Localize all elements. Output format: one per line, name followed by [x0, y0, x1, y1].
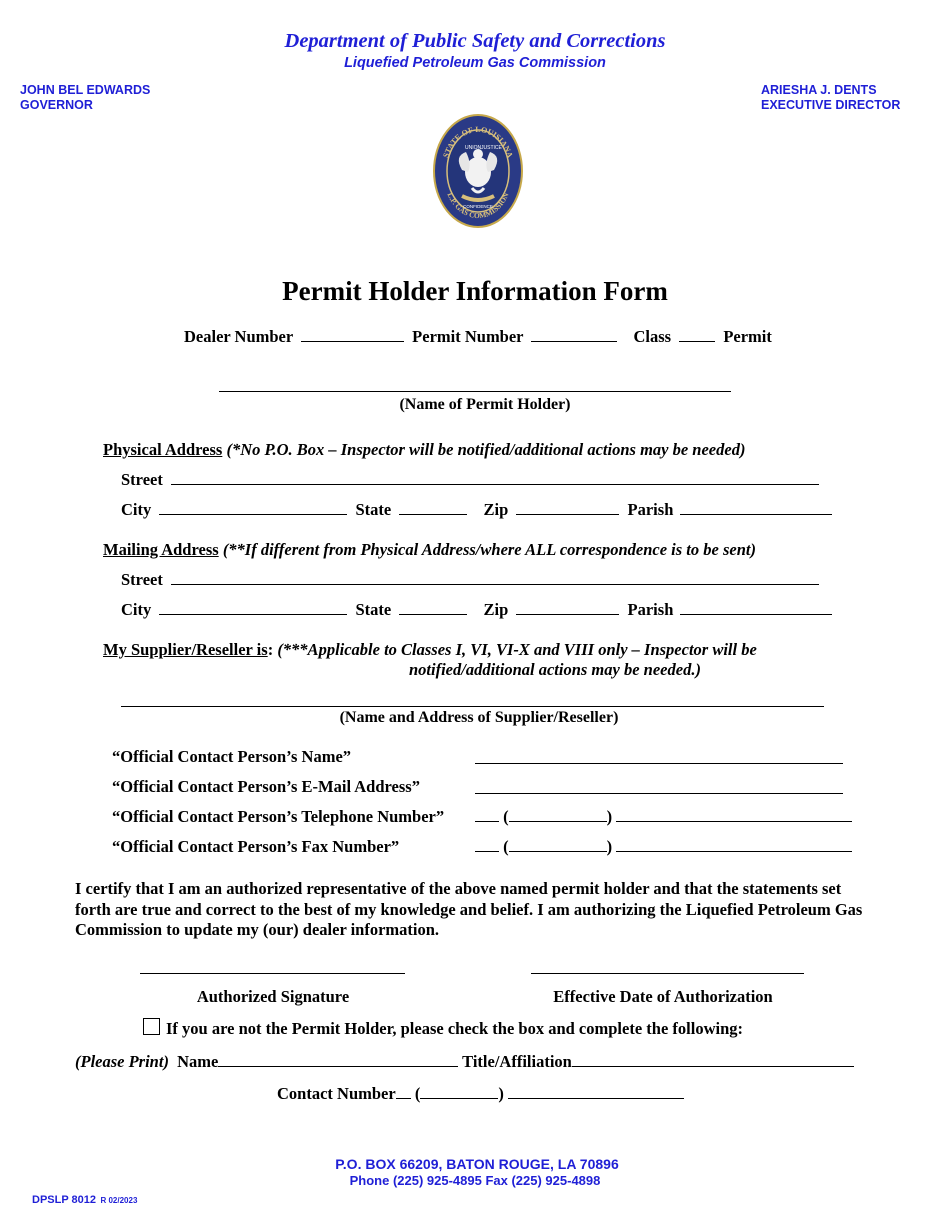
footer-address: P.O. BOX 66209, BATON ROUGE, LA 70896 — [335, 1156, 619, 1172]
supplier-caption: (Name and Address of Supplier/Reseller) — [339, 709, 619, 726]
physical-city-label: City — [121, 500, 152, 519]
contact-phone-prefix-field[interactable] — [475, 807, 499, 822]
mailing-state-field[interactable] — [399, 600, 467, 615]
form-revision: R 02/2023 — [100, 1196, 138, 1205]
mailing-street-field[interactable] — [171, 570, 819, 585]
not-permit-holder-row — [143, 1018, 743, 1039]
contact-number-label: Contact Number — [277, 1084, 396, 1103]
class-field[interactable] — [679, 327, 715, 342]
seal-motto-right: JUSTICE — [481, 145, 502, 151]
contact-email-label: “Official Contact Person’s E-Mail Address” — [112, 777, 420, 796]
print-title-label: Title/Affiliation — [462, 1052, 572, 1071]
mailing-parish-field[interactable] — [680, 600, 832, 615]
department-title: Department of Public Safety and Corrections — [284, 30, 666, 52]
print-title-field[interactable] — [572, 1052, 854, 1067]
contact-fax-number-field[interactable] — [616, 837, 852, 852]
please-print-label: (Please Print) — [75, 1052, 169, 1071]
form-code — [32, 1190, 137, 1208]
permit-holder-name-field[interactable] — [219, 391, 731, 392]
physical-address-heading-row — [103, 440, 745, 460]
footer-phone: Phone (225) 925-4895 Fax (225) 925-4898 — [349, 1173, 601, 1188]
print-name-label: Name — [177, 1052, 219, 1071]
contact-phone-area-code-field[interactable] — [509, 807, 607, 822]
physical-city-field[interactable] — [159, 500, 347, 515]
director-title: EXECUTIVE DIRECTOR — [761, 98, 901, 112]
physical-parish-label: Parish — [627, 500, 674, 519]
commission-title: Liquefied Petroleum Gas Commission — [344, 55, 606, 71]
mailing-state-label: State — [355, 600, 392, 619]
supplier-note-line1: (***Applicable to Classes I, VI, VI-X and VIII only – Inspector will be — [277, 640, 757, 659]
contact-phone-paren-close: ) — [606, 807, 613, 826]
mailing-zip-field[interactable] — [516, 600, 619, 615]
numbers-row — [184, 327, 772, 347]
seal-motto-left: UNION — [465, 145, 482, 151]
physical-city-row — [121, 500, 832, 520]
physical-zip-field[interactable] — [516, 500, 619, 515]
physical-state-field[interactable] — [399, 500, 467, 515]
contact-number-prefix-field[interactable] — [396, 1084, 411, 1099]
governor-name: JOHN BEL EDWARDS — [20, 83, 151, 97]
mailing-city-row — [121, 600, 832, 620]
seal-motto-bottom: CONFIDENCE — [463, 204, 493, 209]
permit-suffix-label: Permit — [723, 327, 772, 346]
mailing-street-label: Street — [121, 570, 163, 589]
contact-phone-number-field[interactable] — [616, 807, 852, 822]
contact-number-paren-open: ( — [414, 1084, 421, 1103]
physical-address-note: (*No P.O. Box – Inspector will be notified/additional actions may be needed) — [226, 440, 746, 459]
form-code-number: DPSLP 8012 — [32, 1194, 97, 1206]
contact-fax-field-group — [475, 837, 852, 857]
mailing-city-label: City — [121, 600, 152, 619]
mailing-address-heading-row — [103, 540, 756, 560]
supplier-note-line2: notified/additional actions may be needed.) — [409, 660, 701, 679]
mailing-city-field[interactable] — [159, 600, 347, 615]
print-name-field[interactable] — [218, 1052, 458, 1067]
class-label: Class — [633, 327, 672, 346]
contact-phone-field-group — [475, 807, 852, 827]
supplier-heading-row — [103, 640, 757, 660]
authorized-signature-caption: Authorized Signature — [196, 987, 350, 1006]
supplier-heading: My Supplier/Reseller is — [103, 640, 268, 659]
mailing-address-note: (**If different from Physical Address/where ALL correspondence is to be sent) — [222, 540, 756, 559]
commission-seal — [432, 112, 524, 230]
contact-number-field[interactable] — [508, 1084, 684, 1099]
dealer-number-field[interactable] — [301, 327, 404, 342]
seal-text-top: STATE OF LOUISIANA — [441, 124, 515, 159]
contact-phone-label: “Official Contact Person’s Telephone Number” — [112, 807, 445, 826]
contact-fax-paren-open: ( — [503, 837, 509, 856]
contact-fax-paren-close: ) — [606, 837, 613, 856]
not-permit-holder-checkbox[interactable] — [143, 1018, 160, 1035]
contact-number-paren-close: ) — [498, 1084, 504, 1103]
effective-date-caption: Effective Date of Authorization — [553, 987, 773, 1006]
permit-number-label: Permit Number — [412, 327, 524, 346]
contact-email-field[interactable] — [475, 793, 843, 794]
mailing-zip-label: Zip — [483, 600, 509, 619]
physical-zip-label: Zip — [483, 500, 509, 519]
physical-street-field[interactable] — [171, 470, 819, 485]
contact-fax-label: “Official Contact Person’s Fax Number” — [112, 837, 400, 856]
mailing-address-heading: Mailing Address — [103, 540, 219, 559]
physical-street-label: Street — [121, 470, 163, 489]
contact-number-row — [277, 1084, 684, 1104]
director-name: ARIESHA J. DENTS — [761, 83, 877, 97]
mailing-parish-label: Parish — [627, 600, 674, 619]
physical-parish-field[interactable] — [680, 500, 832, 515]
contact-number-area-code-field[interactable] — [420, 1084, 498, 1099]
governor-title: GOVERNOR — [20, 98, 93, 112]
authorized-signature-field[interactable] — [140, 973, 405, 974]
seal-text-bottom: L.P. GAS COMMISSION — [445, 191, 511, 221]
physical-state-label: State — [355, 500, 392, 519]
contact-phone-paren-open: ( — [503, 807, 509, 826]
certification-statement: I certify that I am an authorized representative of the above named permit holder and that the statements set forth are true and correct to the best of my knowledge and belief. I am authorizing the Liquefied Petroleum Gas Commission to update my (our) dealer information. — [75, 879, 863, 939]
contact-name-label: “Official Contact Person’s Name” — [112, 747, 352, 766]
contact-name-field[interactable] — [475, 763, 843, 764]
effective-date-field[interactable] — [531, 973, 804, 974]
permit-number-field[interactable] — [531, 327, 617, 342]
contact-fax-prefix-field[interactable] — [475, 837, 499, 852]
mailing-street-row — [121, 570, 819, 590]
supplier-name-address-field[interactable] — [121, 706, 824, 707]
form-title: Permit Holder Information Form — [282, 276, 668, 306]
permit-holder-caption: (Name of Permit Holder) — [399, 396, 571, 413]
physical-street-row — [121, 470, 819, 490]
contact-fax-area-code-field[interactable] — [509, 837, 607, 852]
not-permit-holder-text: If you are not the Permit Holder, please check the box and complete the following: — [166, 1019, 743, 1038]
supplier-colon: : — [267, 640, 274, 659]
dealer-number-label: Dealer Number — [184, 327, 293, 346]
print-row — [75, 1052, 854, 1072]
physical-address-heading: Physical Address — [103, 440, 223, 459]
